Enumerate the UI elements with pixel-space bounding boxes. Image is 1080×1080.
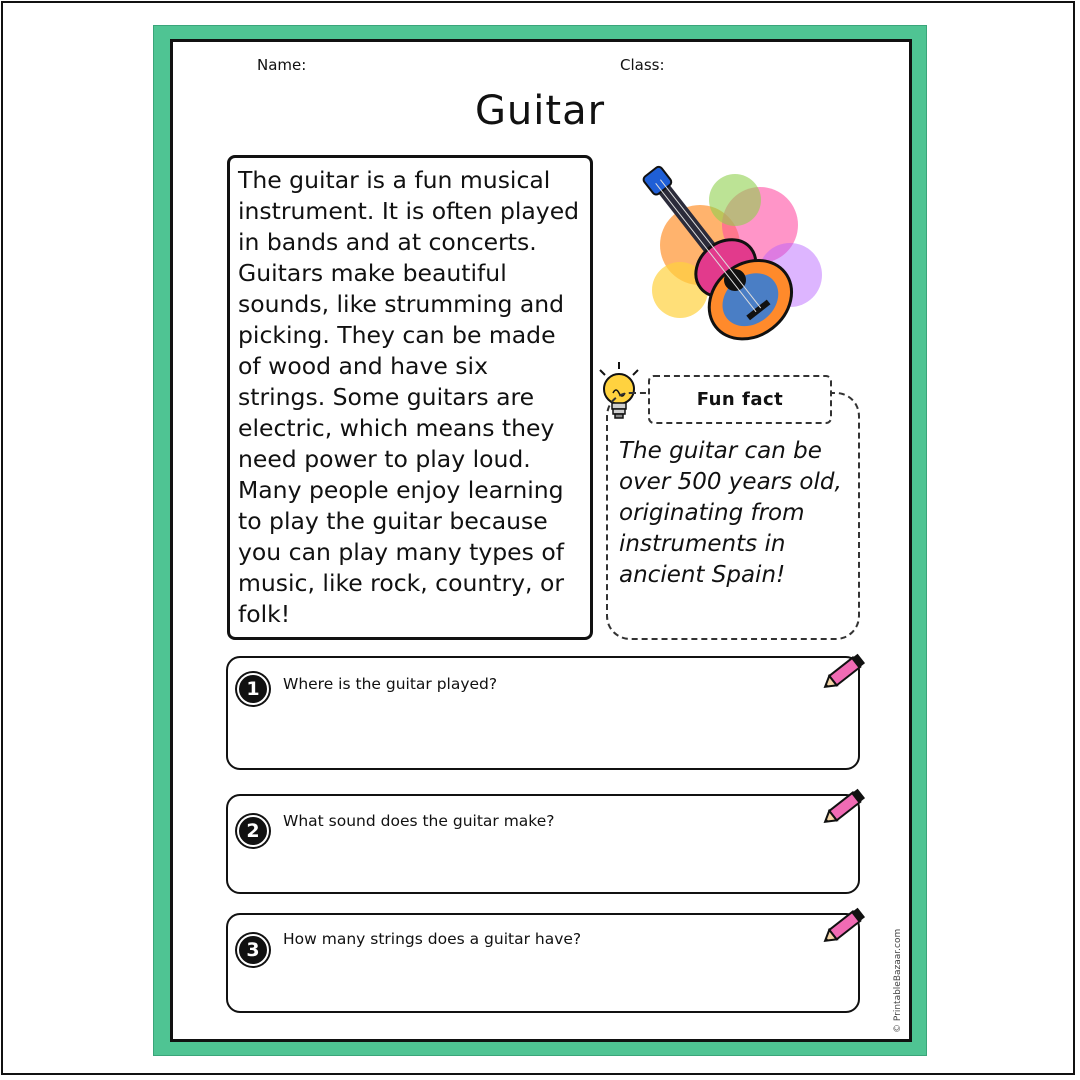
question-number-1: 1 — [237, 673, 269, 705]
pencil-icon — [818, 904, 870, 948]
answer-box-2[interactable] — [226, 794, 860, 894]
question-number-2: 2 — [237, 815, 269, 847]
copyright-notice: © PrintableBazaar.com — [893, 928, 903, 1033]
reading-passage: The guitar is a fun musical instrument. It is often played in bands and at concerts. Guitars make beautiful sounds, like strumming and picking. They can be made of wood and have six strings. Some guitars are electric, which means they need power to play loud. Many people enjoy learning to play the guitar because you can play many types of music, like rock, country, or folk! — [227, 155, 593, 640]
pencil-icon — [818, 650, 870, 694]
fun-fact-heading: Fun fact — [648, 375, 832, 424]
answer-box-3[interactable] — [226, 913, 860, 1013]
question-text-1: Where is the guitar played? — [283, 675, 498, 693]
pencil-icon — [818, 785, 870, 829]
question-number-3: 3 — [237, 934, 269, 966]
page-title: Guitar — [474, 88, 606, 134]
guitar-icon — [640, 155, 850, 355]
name-label: Name: — [257, 56, 307, 74]
question-text-3: How many strings does a guitar have? — [283, 930, 582, 948]
fun-fact-text: The guitar can be over 500 years old, originating from instruments in ancient Spain! — [619, 438, 842, 588]
question-text-2: What sound does the guitar make? — [283, 812, 555, 830]
class-label: Class: — [620, 56, 665, 74]
answer-box-1[interactable] — [226, 656, 860, 770]
